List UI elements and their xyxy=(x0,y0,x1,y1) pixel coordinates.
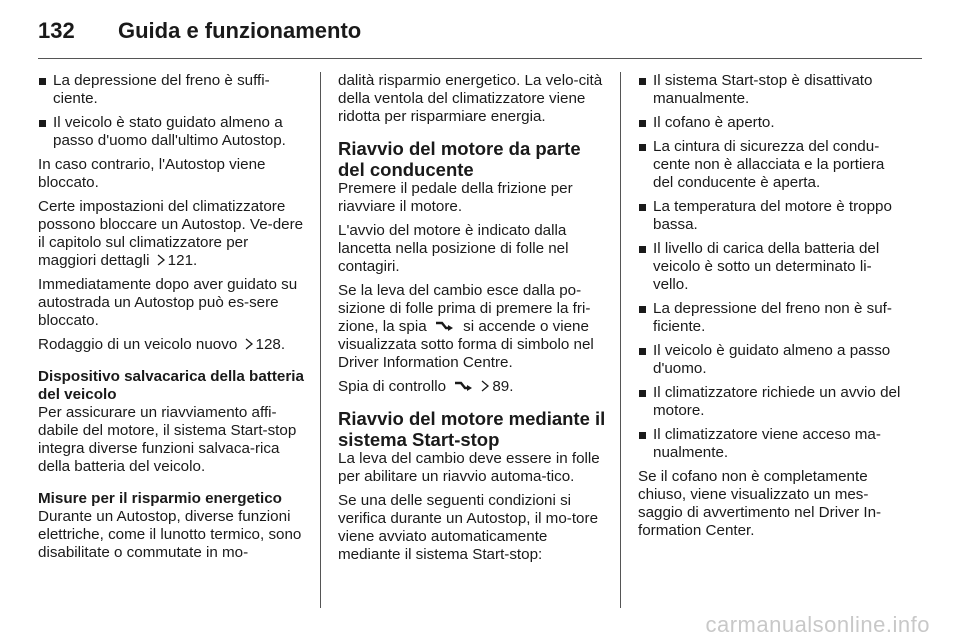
paragraph: Se una delle seguenti condizioni si verifica durante un Autostop, il mo-tore viene avviato automaticamente mediante il sistema Start-stop: xyxy=(338,492,599,563)
section-heading: Riavvio del motore mediante il sistema Start-stop xyxy=(338,408,606,450)
gear-shift-warning-icon xyxy=(453,380,475,392)
list-item: Il veicolo è stato guidato almeno a passo d'uomo dall'ultimo Autostop. xyxy=(38,114,306,150)
column-3 xyxy=(638,72,906,546)
list-item: La cintura di sicurezza del condu-cente non è allacciata e la portiera del conducente è aperta. xyxy=(638,138,906,192)
paragraph-text: Se la leva del cambio esce dalla po-sizione di folle prima di premere la fri-zione, la spia xyxy=(338,282,591,335)
page-ref-arrow-icon xyxy=(244,338,254,350)
paragraph xyxy=(338,282,606,372)
gear-shift-warning-icon xyxy=(434,320,456,332)
list-item: Il livello di carica della batteria del veicolo è sotto un determinato li-vello. xyxy=(638,240,906,294)
list-item: Il climatizzatore viene acceso ma-nualmente. xyxy=(638,426,906,462)
list-item: Il sistema Start-stop è disattivato manualmente. xyxy=(638,72,906,108)
paragraph: In caso contrario, l'Autostop viene bloccato. xyxy=(38,156,266,191)
paragraph: dalità risparmio energetico. La velo-cità della ventola del climatizzatore viene ridotta per risparmiare energia. xyxy=(338,72,603,125)
paragraph xyxy=(38,336,306,354)
paragraph: Premere il pedale della frizione per riavviare il motore. xyxy=(338,180,573,215)
list-item: Il climatizzatore richiede un avvio del motore. xyxy=(638,384,906,420)
paragraph: Se il cofano non è completamente chiuso, viene visualizzato un mes-saggio di avvertimento nel Driver In-formation Center. xyxy=(638,468,882,539)
subheading: Dispositivo salvacarica della batteria del veicolo xyxy=(38,368,304,403)
header-divider xyxy=(38,58,922,59)
list-item: Il cofano è aperto. xyxy=(638,114,906,132)
watermark: carmanualsonline.info xyxy=(705,612,930,637)
paragraph: Per assicurare un riavviamento affi-dabile del motore, il sistema Start-stop integra diverse funzioni salvaca-rica della batteria del veicolo. xyxy=(38,404,297,475)
paragraph xyxy=(38,198,306,270)
paragraph-text: Spia di controllo xyxy=(338,378,447,395)
list-item: La depressione del freno è suffi-ciente. xyxy=(38,72,306,108)
page-ref-arrow-icon xyxy=(156,254,166,266)
section-title: Guida e funzionamento xyxy=(118,18,362,43)
paragraph: La leva del cambio deve essere in folle per abilitare un riavvio automa-tico. xyxy=(338,450,600,485)
column-1 xyxy=(38,72,306,568)
page-ref-link[interactable]: 89. xyxy=(492,378,514,395)
subheading: Misure per il risparmio energetico xyxy=(38,490,282,507)
column-divider-2 xyxy=(620,72,621,608)
list-item: La depressione del freno non è suf-ficiente. xyxy=(638,300,906,336)
page-header xyxy=(38,18,922,58)
paragraph-text: si accende o viene visualizzata sotto forma di simbolo nel Driver Information Centre. xyxy=(338,318,594,371)
list-item: La temperatura del motore è troppo bassa. xyxy=(638,198,906,234)
paragraph xyxy=(338,378,606,396)
page-ref-link[interactable]: 128. xyxy=(255,336,286,353)
paragraph-text: Rodaggio di un veicolo nuovo xyxy=(38,336,238,353)
paragraph: L'avvio del motore è indicato dalla lancetta nella posizione di folle nel contagiri. xyxy=(338,222,569,275)
column-2 xyxy=(338,72,606,570)
page-ref-arrow-icon xyxy=(480,380,490,392)
page-number: 132 xyxy=(38,18,75,43)
list-item: Il veicolo è guidato almeno a passo d'uomo. xyxy=(638,342,906,378)
page-ref-link[interactable]: 121. xyxy=(167,252,198,269)
paragraph: Durante un Autostop, diverse funzioni elettriche, come il lunotto termico, sono disabilitate o commutate in mo- xyxy=(38,508,302,561)
paragraph-text: Certe impostazioni del climatizzatore possono bloccare un Autostop. Ve-dere il capitolo sul climatizzatore per maggiori dettagli xyxy=(38,198,304,269)
column-divider-1 xyxy=(320,72,321,608)
paragraph: Immediatamente dopo aver guidato su autostrada un Autostop può es-sere bloccato. xyxy=(38,276,298,329)
section-heading: Riavvio del motore da parte del conducente xyxy=(338,138,581,180)
